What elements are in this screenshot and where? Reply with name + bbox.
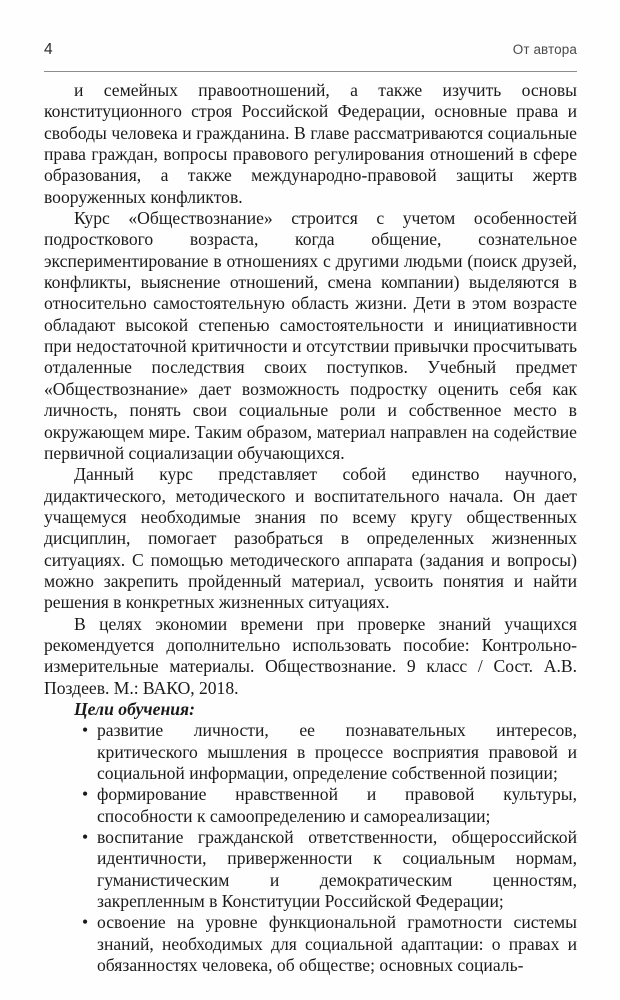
- bullet-icon: •: [82, 827, 89, 848]
- paragraph-continuation: и семейных правоотношений, а также изучить основы конституционного строя Российской Федерации, основные права и свободы человека и гражданина. В главе рассматриваются социальные права граждан, вопросы правового регулирования отношений в сфере образования, а также международно-правовой защиты жертв вооруженных конфликтов.: [44, 80, 577, 207]
- list-item-text: развитие личности, ее познавательных интересов, критического мышления в процессе восприятия правовой и социальной информации, определение собственной позиции;: [97, 720, 577, 783]
- list-item: [44, 720, 577, 784]
- list-item: [44, 827, 577, 912]
- running-head-title: От автора: [512, 42, 577, 57]
- bullet-icon: •: [82, 720, 89, 741]
- page-number: 4: [44, 41, 53, 58]
- learning-goals-list: [44, 720, 577, 976]
- bullet-icon: •: [82, 784, 89, 805]
- list-item-text: формирование нравственной и правовой культуры, способности к самоопределению и самореализации;: [97, 784, 577, 826]
- paragraph-supplementary-materials: В целях экономии времени при проверке знаний учащихся рекомендуется дополнительно использовать пособие: Контрольно-измерительные материалы. Обществознание. 9 класс / Сост. А.В. Поздеев. М.: ВАКО, 2018.: [44, 613, 577, 698]
- list-item: [44, 784, 577, 827]
- running-head: [44, 42, 577, 72]
- text-column: [44, 80, 577, 976]
- paragraph-course-structure: Курс «Обществознание» строится с учетом особенностей подросткового возраста, когда общение, сознательное экспериментирование в отношениях с другими людьми (поиск друзей, конфликты, выяснение отношений, смена компании) выделяются в относительно самостоятельную область жизни. Дети в этом возрасте обладают высокой степенью самостоятельности и инициативности при недостаточной критичности и отсутствии привычки просчитывать отдаленные последствия своих поступков. Учебный предмет «Обществознание» дает возможность подростку оценить себя как личность, понять свои социальные роли и собственное место в окружающем мире. Таким образом, материал направлен на содействие первичной социализации обучающихся.: [44, 208, 577, 463]
- bullet-icon: •: [82, 912, 89, 933]
- subheading-learning-goals: Цели обучения:: [74, 698, 195, 719]
- list-item-text: освоение на уровне функциональной грамотности системы знаний, необходимых для социальной адаптации: о правах и обязанностях человека, об обществе; основных социаль-: [97, 912, 577, 976]
- list-item-text: воспитание гражданской ответственности, общероссийской идентичности, приверженности к социальным нормам, гуманистическим и демократическим ценностям, закрепленным в Конституции Российской Федерации;: [97, 827, 577, 912]
- list-item: [44, 912, 577, 976]
- paragraph-course-unity: Данный курс представляет собой единство научного, дидактического, методического и воспитательного начала. Он дает учащемуся необходимые знания по всему кругу общественных дисциплин, помогает разобраться в определенных жизненных ситуациях. С помощью методического аппарата (задания и вопросы) можно закрепить пройденный материал, усвоить понятия и найти решения в конкретных жизненных ситуациях.: [44, 464, 577, 613]
